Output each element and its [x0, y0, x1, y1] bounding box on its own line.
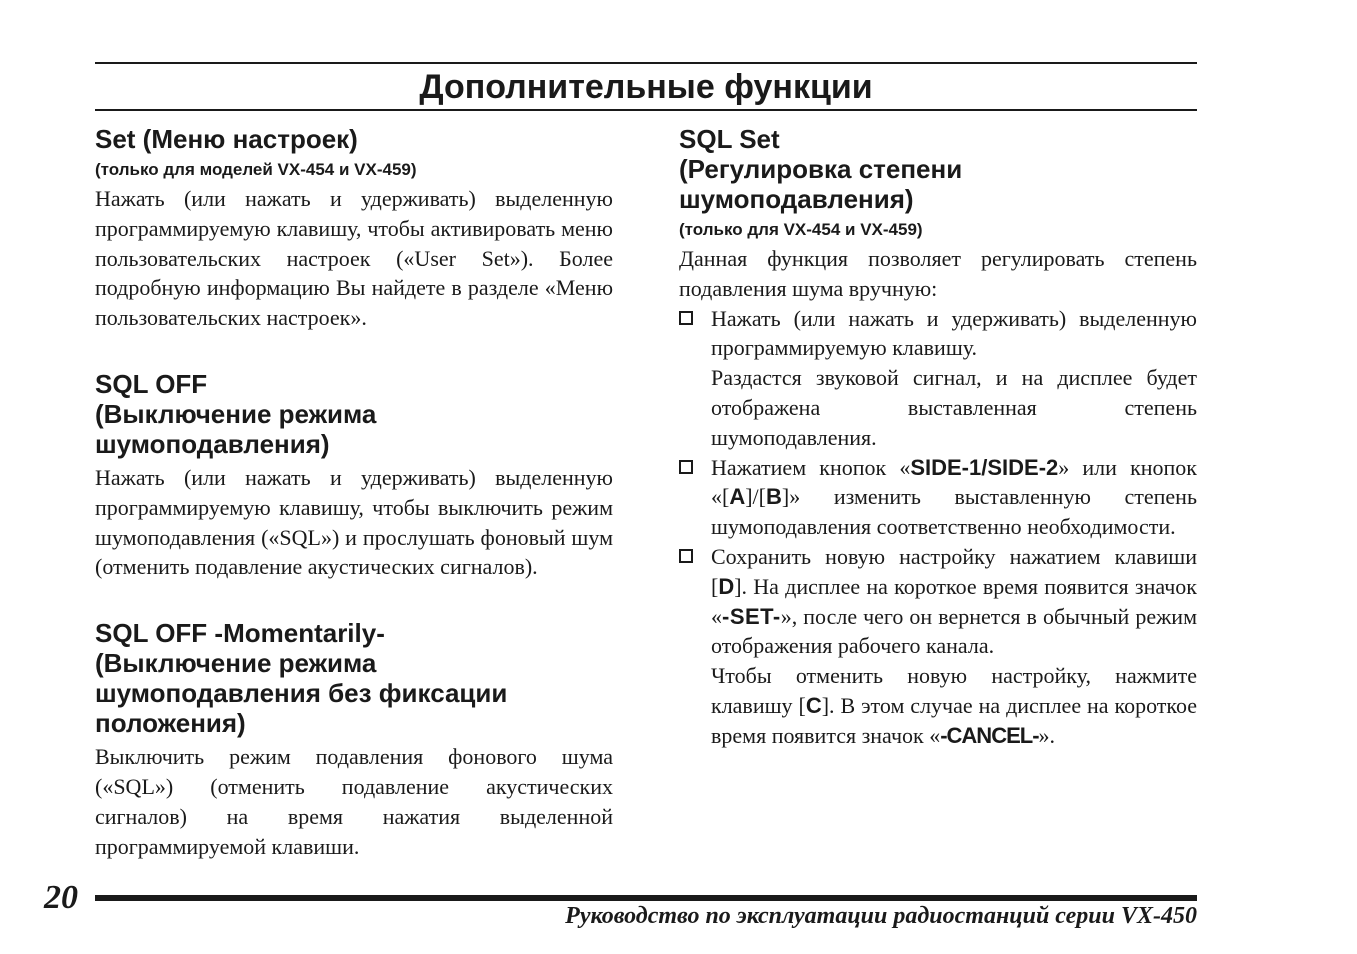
checkbox-bullet-icon: [679, 311, 693, 325]
section-title: SQL OFF (Выключение режима шумоподавления): [95, 368, 377, 459]
steps-list: [679, 304, 1197, 751]
page-number: 20: [44, 879, 78, 916]
header-rule-top: [95, 62, 1197, 64]
model-note: (только для моделей VX-454 и VX-459): [95, 160, 417, 179]
section-sql-off: [95, 369, 613, 582]
key-label: D: [718, 573, 735, 599]
section-body: Выключить режим подавления фонового шума («SQL») (отменить подавление акустических сигналов) на время нажатия выделенной программируемой клавиши.: [95, 744, 613, 859]
section-intro: Данная функция позволяет регулировать степень подавления шума вручную:: [679, 246, 1197, 301]
section-body: Нажать (или нажать и удерживать) выделенную программируемую клавишу, чтобы выключить режим шумоподавления («SQL») и прослушать фоновый шум (отменить подавление акустических сигналов).: [95, 464, 613, 580]
section-set-menu: [95, 124, 613, 333]
list-item: Нажатием кнопок «SIDE-1/SIDE-2» или кнопок «[A]/[B]» изменить выставленную степень шумоподавления соответственно необходимости.: [679, 453, 1197, 542]
footer-manual-title: Руководство по эксплуатации радиостанций серии VX-450: [565, 903, 1197, 929]
section-title: SQL OFF -Momentarily- (Выключение режима шумоподавления без фиксации положения): [95, 618, 508, 739]
header-rule-bottom: [95, 109, 1197, 111]
list-item: Нажать (или нажать и удерживать) выделенную программируемую клавишу. Раздастся звуковой сигнал, и на дисплее будет отображена выставленная степень шумоподавления.: [679, 304, 1197, 453]
section-title: SQL Set (Регулировка степени шумоподавления): [679, 124, 963, 214]
section-sql-off-momentarily: [95, 618, 613, 861]
display-indicator: -SET-: [722, 603, 781, 629]
display-indicator: -CANCEL-: [940, 722, 1039, 748]
key-label: A: [729, 484, 746, 510]
page-title: Дополнительные функции: [419, 68, 873, 106]
left-column: [95, 124, 613, 861]
key-label: C: [805, 692, 822, 718]
section-title: Set (Меню настроек): [95, 124, 358, 154]
section-body: Нажать (или нажать и удерживать) выделенную программируемую клавишу, чтобы активировать меню пользовательских настроек («User Set»). Более подробную информацию Вы найдете в разделе «Меню пользовательских настроек».: [95, 186, 613, 331]
key-label: B: [765, 484, 782, 510]
section-sql-set: [679, 124, 1197, 751]
checkbox-bullet-icon: [679, 549, 693, 563]
list-item: Сохранить новую настройку нажатием клавиши [D]. На дисплее на короткое время появится значок «-SET-», после чего он вернется в обычный режим отображения рабочего канала. Чтобы отменить новую настройку, нажмите клавишу [C]. В этом случае на дисплее на короткое время появится значок «-CANCEL-».: [679, 542, 1197, 751]
checkbox-bullet-icon: [679, 460, 693, 474]
model-note: (только для VX-454 и VX-459): [679, 220, 923, 239]
right-column: [679, 124, 1197, 751]
key-label: SIDE-1/SIDE-2: [910, 454, 1059, 480]
